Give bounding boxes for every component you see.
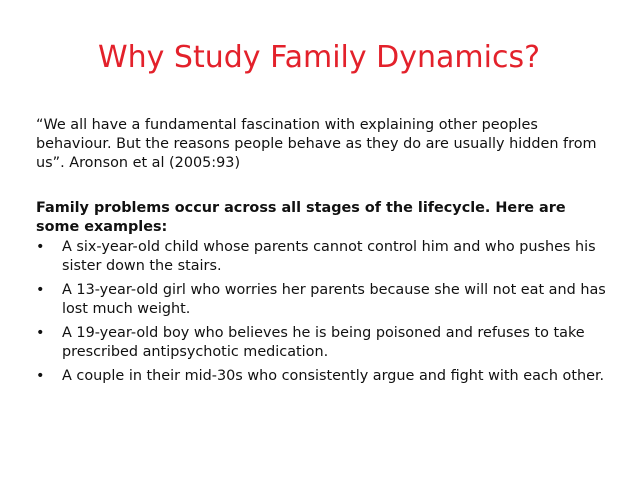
- list-item: [36, 324, 611, 362]
- list-item-text: A 19-year-old boy who believes he is being poisoned and refuses to take prescribed antipsychotic medication.: [62, 325, 585, 360]
- list-item: [36, 367, 611, 386]
- bullet-icon: •: [36, 239, 45, 255]
- list-item: [36, 281, 611, 319]
- examples-list: [36, 238, 611, 391]
- intro-paragraph: Family problems occur across all stages of the lifecycle. Here are some examples:: [36, 200, 566, 235]
- list-item-text: A six-year-old child whose parents cannot control him and who pushes his sister down the stairs.: [62, 239, 596, 274]
- slide-title: Why Study Family Dynamics?: [97, 40, 541, 75]
- list-item-text: A 13-year-old girl who worries her parents because she will not eat and has lost much weight.: [62, 282, 606, 317]
- list-item-text: A couple in their mid-30s who consistently argue and fight with each other.: [62, 368, 605, 384]
- bullet-icon: •: [36, 325, 45, 341]
- list-item: [36, 238, 611, 276]
- bullet-icon: •: [36, 282, 45, 298]
- quote-paragraph: “We all have a fundamental fascination with explaining other peoples behaviour. But the reasons people behave as they do are usually hidden from us”. Aronson et al (2005:93): [36, 117, 597, 171]
- bullet-icon: •: [36, 368, 45, 384]
